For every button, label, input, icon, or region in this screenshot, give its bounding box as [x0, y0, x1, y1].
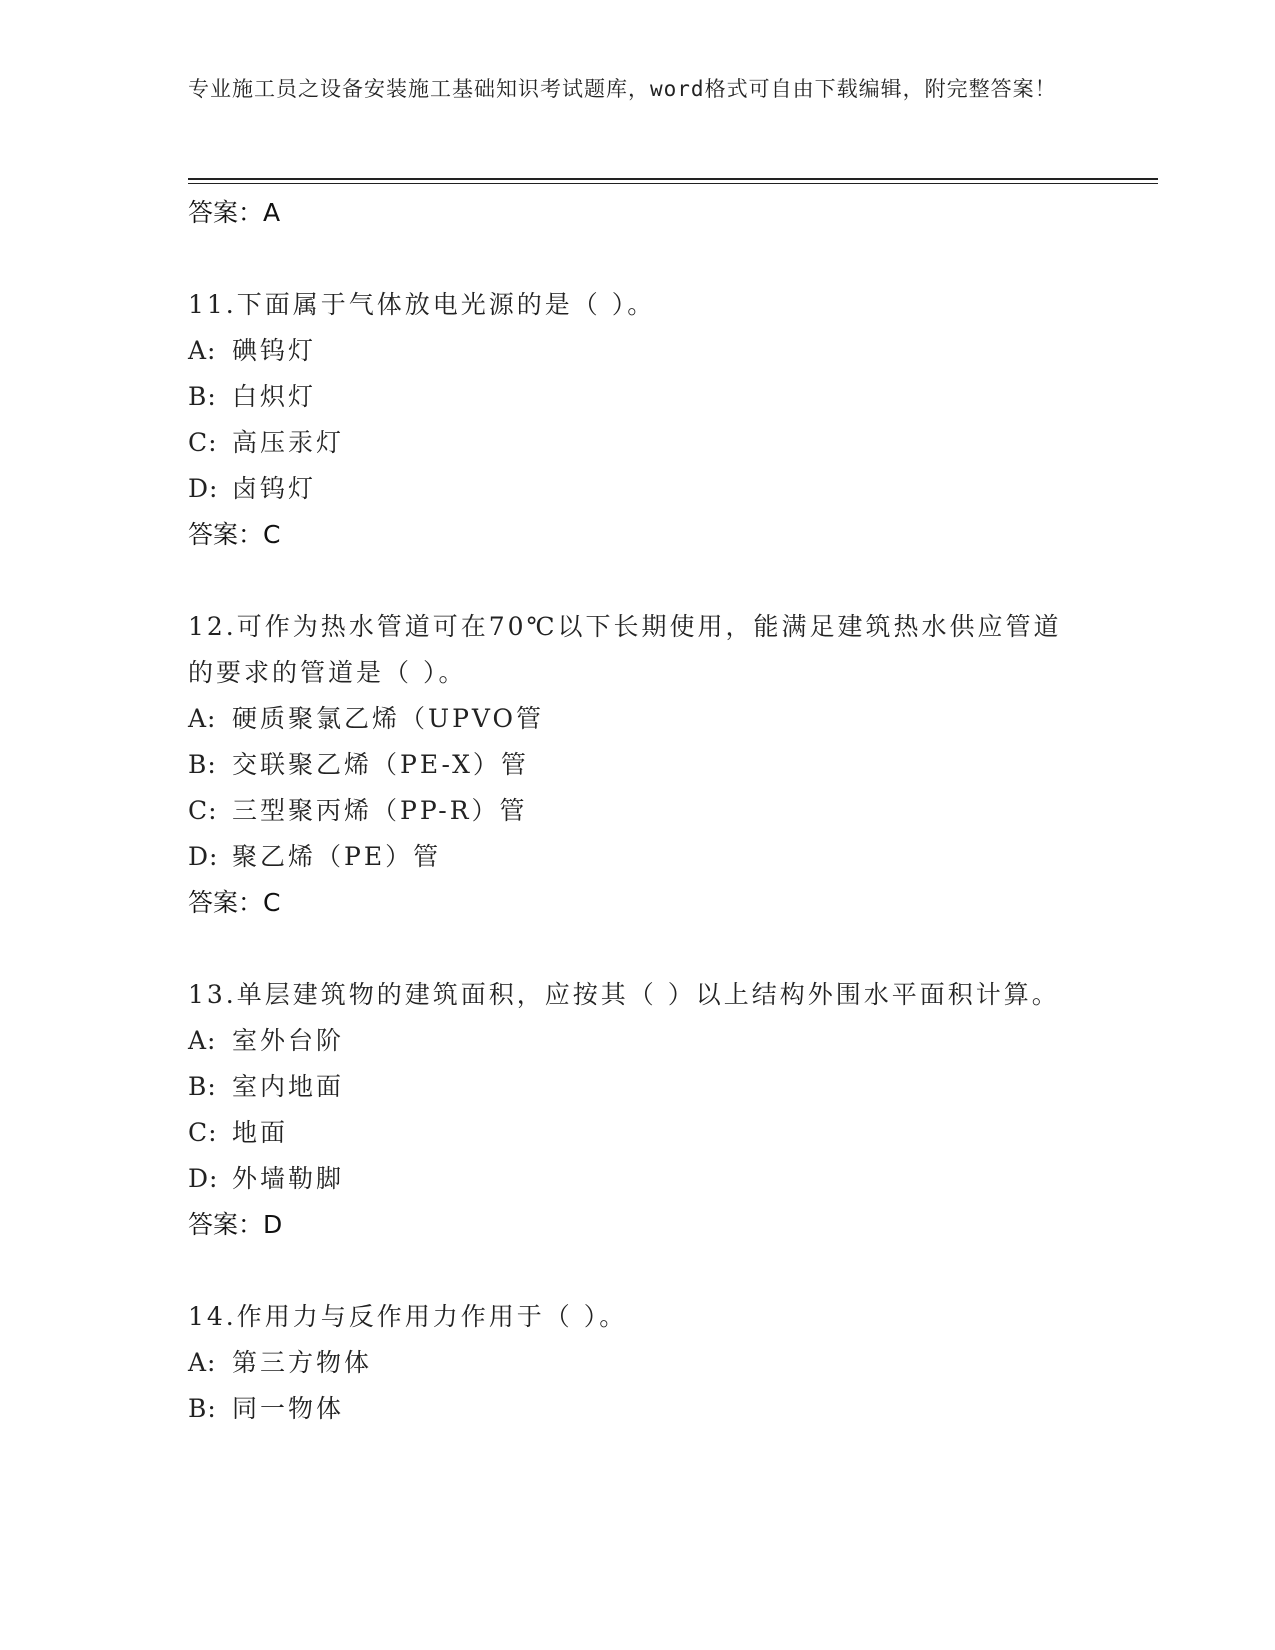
option-letter: B:	[188, 1394, 217, 1423]
option-text: 卤钨灯	[232, 474, 317, 503]
option-letter: A:	[188, 336, 217, 365]
question-block	[188, 1294, 1088, 1432]
option-c	[188, 420, 1088, 466]
option-a	[188, 696, 1088, 742]
option-letter: D:	[188, 474, 219, 503]
option-text: 硬质聚氯乙烯（UPVO管	[232, 704, 545, 733]
option-c	[188, 1110, 1088, 1156]
option-text: 外墙勒脚	[232, 1164, 345, 1193]
option-a	[188, 1018, 1088, 1064]
option-letter: C:	[188, 1118, 218, 1147]
question-block	[188, 282, 1088, 558]
option-letter: B:	[188, 1072, 217, 1101]
question-text: 14.作用力与反作用力作用于（ ）。	[188, 1302, 628, 1331]
question-block	[188, 604, 1088, 926]
option-letter: B:	[188, 750, 217, 779]
option-letter: A:	[188, 1348, 217, 1377]
question-list	[188, 190, 1088, 1432]
option-text: 地面	[232, 1118, 289, 1147]
question-block	[188, 972, 1088, 1248]
option-text: 聚乙烯（PE）管	[232, 842, 442, 871]
question-text: 12.可作为热水管道可在70℃以下长期使用，能满足建筑热水供应管道的要求的管道是（ ）。	[188, 612, 1062, 687]
option-d	[188, 1156, 1088, 1202]
option-d	[188, 466, 1088, 512]
option-d	[188, 834, 1088, 880]
option-text: 室内地面	[232, 1072, 345, 1101]
option-letter: C:	[188, 796, 218, 825]
option-letter: D:	[188, 842, 219, 871]
option-text: 室外台阶	[232, 1026, 345, 1055]
option-text: 同一物体	[232, 1394, 345, 1423]
option-a	[188, 1340, 1088, 1386]
option-text: 高压汞灯	[232, 428, 345, 457]
option-text: 白炽灯	[232, 382, 317, 411]
option-b	[188, 374, 1088, 420]
option-text: 碘钨灯	[232, 336, 317, 365]
header-divider-thin	[188, 183, 1158, 184]
option-c	[188, 788, 1088, 834]
option-text: 三型聚丙烯（PP-R）管	[232, 796, 528, 825]
option-b	[188, 1064, 1088, 1110]
option-letter: A:	[188, 1026, 217, 1055]
header-divider-thick	[188, 178, 1158, 180]
question-text: 11.下面属于气体放电光源的是（ ）。	[188, 290, 656, 319]
option-letter: C:	[188, 428, 218, 457]
option-letter: D:	[188, 1164, 219, 1193]
option-text: 交联聚乙烯（PE-X）管	[232, 750, 529, 779]
answer-line: 答案：C	[188, 888, 281, 917]
answer-line: 答案：D	[188, 1210, 283, 1239]
question-text: 13.单层建筑物的建筑面积，应按其（ ）以上结构外围水平面积计算。	[188, 980, 1060, 1009]
option-b	[188, 1386, 1088, 1432]
answer-line: 答案：C	[188, 520, 281, 549]
option-a	[188, 328, 1088, 374]
option-b	[188, 742, 1088, 788]
option-letter: A:	[188, 704, 217, 733]
document-header: 专业施工员之设备安装施工基础知识考试题库，word格式可自由下载编辑，附完整答案！	[188, 77, 1057, 101]
option-letter: B:	[188, 382, 217, 411]
option-text: 第三方物体	[232, 1348, 373, 1377]
answer-line: 答案：A	[188, 198, 281, 227]
